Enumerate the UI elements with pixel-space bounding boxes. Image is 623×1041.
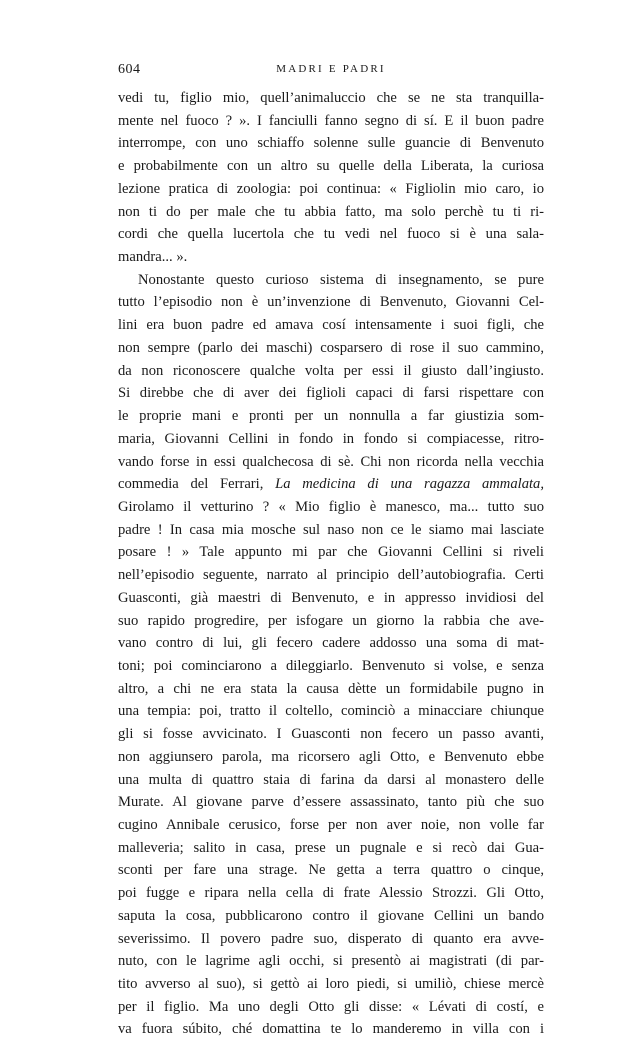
text-line: malleveria; salito in casa, prese un pugnale e si recò dai Gua- (118, 839, 544, 856)
text-line: saputa la cosa, pubblicarono contro il giovane Cellini un bando (118, 907, 544, 924)
text-line: e probabilmente con un altro su quelle della Liberata, la curiosa (118, 158, 544, 175)
text-line: toni; poi cominciarono a dileggiarlo. Benvenuto si volse, e senza (118, 657, 544, 674)
text-line: non ti do per male che tu abbia fatto, ma solo perchè tu ti ri- (118, 203, 544, 220)
text-line: maria, Giovanni Cellini in fondo in fondo si compiacesse, ritro- (118, 430, 544, 447)
text-segment: commedia del Ferrari, (118, 476, 276, 493)
text-line: Murate. Al giovane parve d’essere assassinato, tanto più che suo (118, 794, 544, 811)
text-line: mandra... ». (118, 249, 188, 266)
text-line: cugino Annibale cerusico, forse per non aver noie, non volle far (118, 817, 544, 833)
text-line: suo rapido progredire, per isfogare un giorno la rabbia che ave- (118, 612, 544, 629)
text-line: non aggiunsero parola, ma ricorsero agli Otto, e Benvenuto ebbe (118, 748, 544, 765)
page-header (118, 62, 544, 82)
text-line: posare ! » Tale appunto mi par che Giovanni Cellini si riveli (118, 544, 544, 561)
body-text (118, 87, 544, 1041)
text-line: da non riconoscere qualche volta per essi il giusto dall’ingiusto. (118, 362, 544, 379)
text-line: interrompe, con uno schiaffo solenne sulle guancie di Benvenuto (118, 135, 544, 152)
text-line: nell’episodio seguente, narrato al principio dell’autobiografia. Certi (118, 567, 544, 584)
text-line: per il figlio. Ma uno degli Otto gli disse: « Lévati di costí, e (118, 998, 544, 1015)
text-line: lini era buon padre ed amava cosí intensamente i suoi figli, che (118, 317, 544, 334)
text-line: vano contro di lui, gli fecero cadere addosso una soma di mat- (118, 635, 544, 652)
text-line: cordi che quella lucertola che tu vedi nel fuoco si è una sala- (118, 226, 544, 243)
text-line: lezione pratica di zoologia: poi continua: « Figliolin mio caro, io (118, 180, 544, 197)
text-line: padre ! In casa mia mosche sul naso non ce le siamo mai lasciate (118, 521, 544, 538)
text-line: vando forse in essi qualchecosa di sè. Chi non ricorda nella vecchia (118, 453, 544, 470)
text-line: severissimo. Il povero padre suo, disperato di quanto era avve- (118, 930, 544, 947)
text-line: non sempre (parlo dei maschi) cosparsero di rose il suo cammino, (118, 339, 544, 356)
text-line: Guasconti, già maestri di Benvenuto, e in appresso invidiosi del (118, 589, 544, 606)
text-line: nuto, con le lagrime agli occhi, si presentò ai magistrati (di par- (118, 953, 544, 970)
text-line: una multa di quattro staia di farina da darsi al monastero delle (118, 771, 544, 788)
page-number: 604 (118, 62, 141, 77)
text-line: Si direbbe che di aver dei figlioli capaci di farsi rispettare con (118, 385, 544, 402)
text-line: le proprie mani e pronti per un nonnulla a far giustizia som- (118, 408, 544, 425)
text-line: vedi tu, figlio mio, quell’animaluccio che se ne sta tranquilla- (118, 90, 544, 106)
text-line: tito avverso al suo), si gettò ai loro piedi, si umiliò, chiese mercè (118, 976, 544, 993)
text-line: va fuora súbito, ché domattina te lo manderemo in villa con i (118, 1021, 544, 1038)
text-line-with-title (118, 473, 544, 496)
text-line: poi fugge e ripara nella cella di frate Alessio Strozzi. Gli Otto, (118, 885, 544, 902)
text-line: gli si fosse avvicinato. I Guasconti non fecero un passo avanti, (118, 726, 544, 743)
text-line: sconti per fare una strage. Ne getta a terra quattro o cinque, (118, 862, 544, 879)
text-line: altro, a chi ne era stata la causa dètte un formidabile pugno in (118, 680, 544, 697)
text-line: Girolamo il vetturino ? « Mio figlio è manesco, ma... tutto suo (118, 498, 544, 515)
running-title: MADRI E PADRI (276, 63, 386, 75)
paragraph-start-line: Nonostante questo curioso sistema di insegnamento, se pure (138, 271, 544, 288)
text-line: una tempia: poi, tratto il coltello, cominciò a minacciare chiunque (118, 703, 544, 720)
play-title: La medicina di una ragazza ammalata, (275, 476, 544, 493)
text-line: tutto l’episodio non è un’invenzione di Benvenuto, Giovanni Cel- (118, 294, 544, 311)
text-line: mente nel fuoco ? ». I fanciulli fanno segno di sí. E il buon padre (118, 112, 544, 129)
